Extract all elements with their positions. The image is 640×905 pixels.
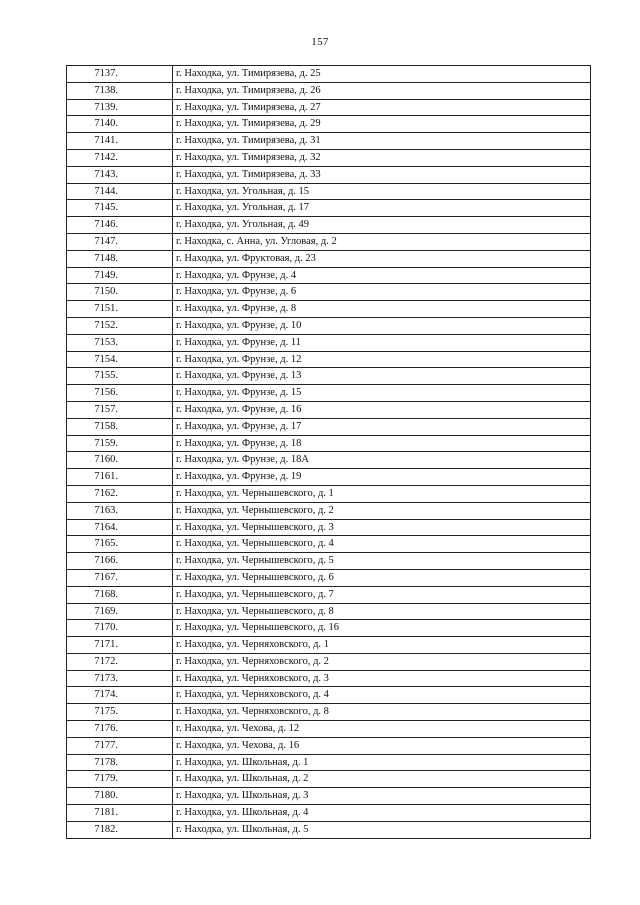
row-number-cell: 7166. (67, 553, 173, 570)
row-number-cell: 7177. (67, 737, 173, 754)
row-number-cell: 7155. (67, 368, 173, 385)
address-cell: г. Находка, ул. Тимирязева, д. 27 (173, 99, 591, 116)
address-cell: г. Находка, ул. Фрунзе, д. 13 (173, 368, 591, 385)
table-row (67, 133, 591, 150)
row-number-cell: 7150. (67, 284, 173, 301)
table-row (67, 721, 591, 738)
row-number-cell: 7174. (67, 687, 173, 704)
table-row (67, 284, 591, 301)
address-cell: г. Находка, ул. Фрунзе, д. 12 (173, 351, 591, 368)
address-cell: г. Находка, ул. Черняховского, д. 2 (173, 653, 591, 670)
address-cell: г. Находка, ул. Чернышевского, д. 6 (173, 569, 591, 586)
table-row (67, 704, 591, 721)
address-cell: г. Находка, ул. Чернышевского, д. 3 (173, 519, 591, 536)
table-body (67, 66, 591, 839)
table-row (67, 183, 591, 200)
row-number-cell: 7154. (67, 351, 173, 368)
address-cell: г. Находка, ул. Чернышевского, д. 7 (173, 586, 591, 603)
row-number-cell: 7153. (67, 334, 173, 351)
row-number-cell: 7175. (67, 704, 173, 721)
row-number-cell: 7172. (67, 653, 173, 670)
row-number-cell: 7141. (67, 133, 173, 150)
address-cell: г. Находка, ул. Тимирязева, д. 32 (173, 149, 591, 166)
address-cell: г. Находка, ул. Тимирязева, д. 31 (173, 133, 591, 150)
table-row (67, 116, 591, 133)
row-number-cell: 7178. (67, 754, 173, 771)
table-row (67, 553, 591, 570)
address-cell: г. Находка, ул. Школьная, д. 2 (173, 771, 591, 788)
table-row (67, 737, 591, 754)
address-cell: г. Находка, ул. Чехова, д. 12 (173, 721, 591, 738)
table-row (67, 569, 591, 586)
address-cell: г. Находка, ул. Чернышевского, д. 5 (173, 553, 591, 570)
row-number-cell: 7164. (67, 519, 173, 536)
address-cell: г. Находка, ул. Чернышевского, д. 8 (173, 603, 591, 620)
row-number-cell: 7161. (67, 469, 173, 486)
row-number-cell: 7182. (67, 821, 173, 838)
address-cell: г. Находка, ул. Фрунзе, д. 6 (173, 284, 591, 301)
address-cell: г. Находка, ул. Чернышевского, д. 4 (173, 536, 591, 553)
row-number-cell: 7173. (67, 670, 173, 687)
table-row (67, 149, 591, 166)
address-cell: г. Находка, ул. Фрунзе, д. 4 (173, 267, 591, 284)
address-cell: г. Находка, ул. Школьная, д. 1 (173, 754, 591, 771)
row-number-cell: 7145. (67, 200, 173, 217)
table-row (67, 502, 591, 519)
row-number-cell: 7140. (67, 116, 173, 133)
address-cell: г. Находка, ул. Школьная, д. 4 (173, 805, 591, 822)
row-number-cell: 7149. (67, 267, 173, 284)
address-cell: г. Находка, ул. Фрунзе, д. 10 (173, 317, 591, 334)
table-row (67, 469, 591, 486)
row-number-cell: 7180. (67, 788, 173, 805)
row-number-cell: 7137. (67, 66, 173, 83)
address-cell: г. Находка, ул. Черняховского, д. 4 (173, 687, 591, 704)
table-row (67, 166, 591, 183)
row-number-cell: 7144. (67, 183, 173, 200)
table-row (67, 485, 591, 502)
address-cell: г. Находка, ул. Тимирязева, д. 25 (173, 66, 591, 83)
address-cell: г. Находка, ул. Фрунзе, д. 18 (173, 435, 591, 452)
table-row (67, 536, 591, 553)
address-registry-table (66, 65, 591, 839)
address-cell: г. Находка, ул. Школьная, д. 3 (173, 788, 591, 805)
row-number-cell: 7176. (67, 721, 173, 738)
table-row (67, 637, 591, 654)
address-cell: г. Находка, ул. Фрунзе, д. 16 (173, 401, 591, 418)
table-row (67, 586, 591, 603)
table-row (67, 317, 591, 334)
address-cell: г. Находка, ул. Черняховского, д. 8 (173, 704, 591, 721)
row-number-cell: 7147. (67, 233, 173, 250)
row-number-cell: 7163. (67, 502, 173, 519)
table-row (67, 66, 591, 83)
row-number-cell: 7162. (67, 485, 173, 502)
table-row (67, 401, 591, 418)
table-row (67, 385, 591, 402)
address-cell: г. Находка, ул. Черняховского, д. 3 (173, 670, 591, 687)
row-number-cell: 7159. (67, 435, 173, 452)
row-number-cell: 7146. (67, 217, 173, 234)
address-cell: г. Находка, с. Анна, ул. Угловая, д. 2 (173, 233, 591, 250)
row-number-cell: 7170. (67, 620, 173, 637)
address-cell: г. Находка, ул. Тимирязева, д. 29 (173, 116, 591, 133)
address-cell: г. Находка, ул. Фрунзе, д. 18А (173, 452, 591, 469)
table-row (67, 754, 591, 771)
row-number-cell: 7168. (67, 586, 173, 603)
address-cell: г. Находка, ул. Школьная, д. 5 (173, 821, 591, 838)
row-number-cell: 7179. (67, 771, 173, 788)
page-number: 157 (311, 36, 329, 48)
table-row (67, 670, 591, 687)
table-row (67, 250, 591, 267)
table-row (67, 435, 591, 452)
row-number-cell: 7171. (67, 637, 173, 654)
table-row (67, 418, 591, 435)
address-cell: г. Находка, ул. Тимирязева, д. 33 (173, 166, 591, 183)
table-row (67, 771, 591, 788)
row-number-cell: 7138. (67, 82, 173, 99)
row-number-cell: 7152. (67, 317, 173, 334)
table-row (67, 82, 591, 99)
address-cell: г. Находка, ул. Фрунзе, д. 8 (173, 301, 591, 318)
address-cell: г. Находка, ул. Угольная, д. 15 (173, 183, 591, 200)
row-number-cell: 7167. (67, 569, 173, 586)
address-cell: г. Находка, ул. Чернышевского, д. 2 (173, 502, 591, 519)
address-cell: г. Находка, ул. Фруктовая, д. 23 (173, 250, 591, 267)
table-row (67, 653, 591, 670)
row-number-cell: 7142. (67, 149, 173, 166)
row-number-cell: 7151. (67, 301, 173, 318)
row-number-cell: 7181. (67, 805, 173, 822)
row-number-cell: 7165. (67, 536, 173, 553)
table-row (67, 519, 591, 536)
row-number-cell: 7156. (67, 385, 173, 402)
row-number-cell: 7157. (67, 401, 173, 418)
table-row (67, 351, 591, 368)
table-row (67, 821, 591, 838)
address-cell: г. Находка, ул. Фрунзе, д. 11 (173, 334, 591, 351)
address-cell: г. Находка, ул. Черняховского, д. 1 (173, 637, 591, 654)
table-row (67, 687, 591, 704)
row-number-cell: 7148. (67, 250, 173, 267)
row-number-cell: 7143. (67, 166, 173, 183)
address-cell: г. Находка, ул. Чернышевского, д. 1 (173, 485, 591, 502)
table-row (67, 217, 591, 234)
table-row (67, 452, 591, 469)
row-number-cell: 7160. (67, 452, 173, 469)
table-row (67, 301, 591, 318)
table-row (67, 200, 591, 217)
table-row (67, 233, 591, 250)
address-cell: г. Находка, ул. Фрунзе, д. 19 (173, 469, 591, 486)
table-row (67, 620, 591, 637)
row-number-cell: 7169. (67, 603, 173, 620)
row-number-cell: 7139. (67, 99, 173, 116)
table-row (67, 99, 591, 116)
table-row (67, 368, 591, 385)
address-cell: г. Находка, ул. Фрунзе, д. 15 (173, 385, 591, 402)
address-cell: г. Находка, ул. Тимирязева, д. 26 (173, 82, 591, 99)
address-cell: г. Находка, ул. Фрунзе, д. 17 (173, 418, 591, 435)
table-row (67, 805, 591, 822)
address-cell: г. Находка, ул. Угольная, д. 49 (173, 217, 591, 234)
row-number-cell: 7158. (67, 418, 173, 435)
table-row (67, 267, 591, 284)
table-row (67, 334, 591, 351)
address-cell: г. Находка, ул. Чехова, д. 16 (173, 737, 591, 754)
table-row (67, 788, 591, 805)
table-row (67, 603, 591, 620)
address-cell: г. Находка, ул. Чернышевского, д. 16 (173, 620, 591, 637)
address-cell: г. Находка, ул. Угольная, д. 17 (173, 200, 591, 217)
